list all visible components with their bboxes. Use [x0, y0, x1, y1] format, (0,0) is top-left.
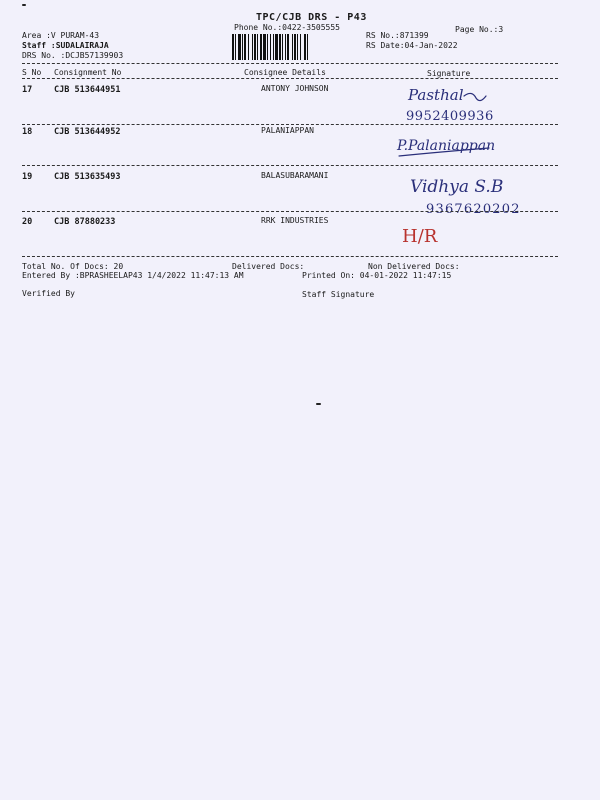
column-header-sno: S No: [22, 68, 42, 77]
row-sno: 17: [22, 85, 33, 95]
area-label: Area :V PURAM-43: [22, 31, 100, 40]
divider: [22, 211, 558, 212]
svg-text:H/R: H/R: [402, 226, 438, 247]
document-title: TPC/CJB DRS - P43: [256, 12, 367, 23]
total-docs: Total No. Of Docs: 20: [22, 262, 124, 271]
column-header-signature: Signature: [427, 69, 471, 78]
row-consignment: CJB 87880233: [54, 217, 116, 227]
verified-by-label: Verified By: [22, 289, 75, 298]
row-consignment: CJB 513635493: [54, 172, 121, 182]
staff-signature-label: Staff Signature: [302, 290, 375, 299]
printed-on: Printed On: 04-01-2022 11:47:15: [302, 271, 452, 280]
svg-text:Vidhya S.B: Vidhya S.B: [410, 177, 504, 197]
handwritten-signature: [398, 220, 488, 252]
handwritten-signature: [400, 172, 560, 216]
row-sno: 19: [22, 172, 33, 182]
column-header-consignee: Consignee Details: [244, 68, 326, 77]
svg-text:Pasthal: Pasthal: [408, 86, 464, 104]
drs-number: DRS No. :DCJB57139903: [22, 51, 124, 60]
barcode-icon: [232, 34, 360, 60]
phone-number: Phone No.:0422-3505555: [234, 23, 340, 32]
row-consignee: PALANIAPPAN: [261, 126, 314, 135]
row-sno: 18: [22, 127, 33, 137]
svg-text:P.Palaniappan: P.Palaniappan: [397, 138, 496, 154]
delivered-docs: Delivered Docs:: [232, 262, 305, 271]
staff-label: Staff :SUDALAIRAJA: [22, 41, 109, 50]
svg-text:9367620202: 9367620202: [426, 202, 521, 217]
scan-speck: [22, 4, 26, 6]
scan-speck: [316, 403, 321, 405]
row-consignee: RRK INDUSTRIES: [261, 216, 329, 225]
divider: [22, 63, 558, 64]
column-header-consignment: Consignment No: [54, 68, 122, 77]
rs-date: RS Date:04-Jan-2022: [366, 41, 458, 50]
page-number: Page No.:3: [455, 25, 504, 34]
row-consignee: BALASUBARAMANI: [261, 171, 329, 180]
divider: [22, 256, 558, 257]
row-consignment: CJB 513644951: [54, 85, 121, 95]
handwritten-signature: [400, 82, 520, 124]
divider: [22, 78, 558, 79]
rs-number: RS No.:871399: [366, 31, 429, 40]
svg-text:9952409936: 9952409936: [406, 109, 494, 124]
row-consignee: ANTONY JOHNSON: [261, 84, 329, 93]
row-sno: 20: [22, 217, 33, 227]
entered-by: Entered By :BPRASHEELAP43 1/4/2022 11:47:13 AM: [22, 271, 244, 280]
row-consignment: CJB 513644952: [54, 127, 121, 137]
divider: [22, 124, 558, 125]
handwritten-signature: [395, 130, 505, 160]
non-delivered-docs: Non Delivered Docs:: [368, 262, 460, 271]
divider: [22, 165, 558, 166]
